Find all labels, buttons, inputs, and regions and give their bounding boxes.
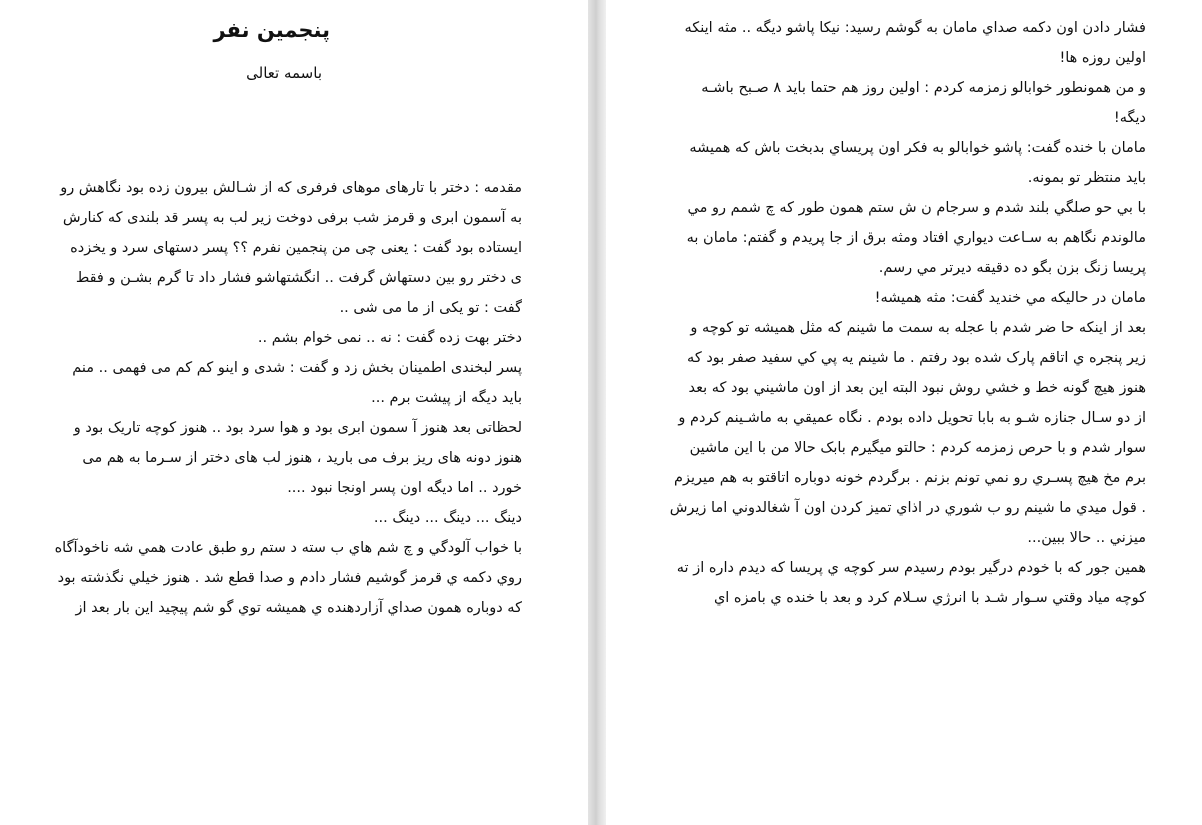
text-line: گفت : تو یکی از ما می شی ..	[339, 300, 522, 316]
text-line: پسر لبخندی اطمینان بخش زد و گفت : شدی و اینو کم کم می فهمی .. منم	[72, 360, 522, 376]
text-line: مالوندم نگاهم به سـاعت ديواري افتاد ومثه برق از جا پريدم و گفتم: مامان به	[686, 230, 1146, 246]
text-line: زير پنجره ي اتاقم پارک شده بود رفتم . ما شينم يه پي کي سفيد صفر بود که	[687, 350, 1146, 366]
text-line: به آسمون ابری و قرمز شب برفی دوخت زیر لب به پسر قد بلندی که کنارش	[62, 210, 522, 226]
text-line: همين جور که با خودم درگير بودم رسيدم سر کوچه ي پريسا که ديدم داره از ته	[676, 560, 1146, 576]
text-line: سوار شدم و با حرص زمزمه کردم : حالتو ميگيرم بابک حالا من با اين ماشين	[689, 440, 1146, 456]
text-line: باید دیگه از پیشت برم ...	[371, 390, 522, 406]
text-line: مامان در حاليکه مي خنديد گفت: مثه هميشه!	[874, 290, 1146, 306]
text-line: پريسا زنگ بزن بگو ده دقيقه ديرتر مي رسم.	[878, 260, 1146, 276]
text-line: از دو سـال جنازه شـو به بابا تحويل داده بودم . نگاه عميقي به ماشـينم کردم و	[678, 410, 1146, 426]
text-line: مامان با خنده گفت: پاشو خوابالو به فکر اون پريساي بدبخت باش که هميشه	[689, 140, 1146, 156]
text-line: با بي حو صلگي بلند شدم و سرجام ن ش ستم همون طور که چ شمم رو مي	[687, 200, 1146, 216]
right-page	[606, 0, 1202, 825]
text-line: ایستاده بود گفت : یعنی چی من پنجمین نفرم ؟؟ پسر دستهای سرد و یخزده	[70, 240, 522, 256]
text-line: ی دختر رو بین دستهاش گرفت .. انگشتهاشو فشار داد تا گرم بشـن و فقط	[75, 270, 522, 286]
text-line: و من همونطور خوابالو زمزمه کردم : اولين روز هم حتما بايد ۸ صـبح باشـه	[701, 80, 1146, 96]
book-subtitle: باسمه تعالی	[246, 64, 322, 82]
text-line: خورد .. اما دیگه اون پسر اونجا نبود ....	[287, 480, 522, 496]
text-line: که دوباره همون صداي آزاردهنده ي هميشه توي گو شم پيچيد اين بار بعد از	[75, 600, 522, 616]
text-line: بعد از اينکه حا ضر شدم با عجله به سمت ما شينم که مثل هميشه تو کوچه و	[690, 320, 1146, 336]
text-line: برم مخ هيچ پسـري رو نمي تونم بزنم . برگردم خونه دوباره اتاقتو به هم ميريزم	[674, 470, 1146, 486]
text-line: هنوز هيچ گونه خط و خشي روش نبود البته اين بعد از اون ماشيني بود که بعد	[688, 380, 1146, 396]
text-line: دینگ ... دینگ ... دینگ ...	[373, 510, 522, 526]
text-line: ميزني .. حالا ببين...	[1027, 530, 1146, 546]
left-page-body	[44, 173, 522, 623]
text-line: کوچه مياد وقتي سـوار شـد با انرژي سـلام کرد و بعد با خنده ي بامزه اي	[713, 590, 1146, 606]
text-line: بايد منتظر تو بمونه.	[1027, 170, 1146, 186]
text-line: مقدمه : دختر با تارهای موهای فرفری که از شـالش بیرون زده بود نگاهش رو	[60, 180, 522, 196]
text-line: ديگه!	[1113, 110, 1146, 126]
right-page-body	[668, 13, 1146, 613]
page-gutter	[588, 0, 606, 825]
book-title: پنجمین نفر	[213, 18, 330, 42]
text-line: لحظاتی بعد هنوز آ سمون ابری بود و هوا سرد بود .. هنوز کوچه تاریک بود و	[73, 420, 522, 436]
text-line: روي دکمه ي قرمز گوشيم فشار دادم و صدا قطع شد . هنوز خيلي نگذشته بود	[57, 570, 522, 586]
text-line: اولين روزه ها!	[1059, 50, 1146, 66]
text-line: با خواب آلودگي و چ شم هاي ب سته د ستم رو طبق عادت همي شه ناخودآگاه	[54, 540, 522, 556]
text-line: دختر بهت زده گفت : نه .. نمی خوام بشم ..	[257, 330, 522, 346]
text-line: . قول ميدي ما شينم رو ب شوري در اذاي تميز کردن اون آ شغالدوني اما زيرش	[669, 500, 1146, 516]
text-line: فشار دادن اون دکمه صداي مامان به گوشم رسيد: نيکا پاشو ديگه .. مثه اينکه	[684, 20, 1146, 36]
left-page	[0, 0, 588, 825]
text-line: هنوز دونه های ریز برف می بارید ، هنوز لب های دختر از سـرما به هم می	[82, 450, 522, 466]
